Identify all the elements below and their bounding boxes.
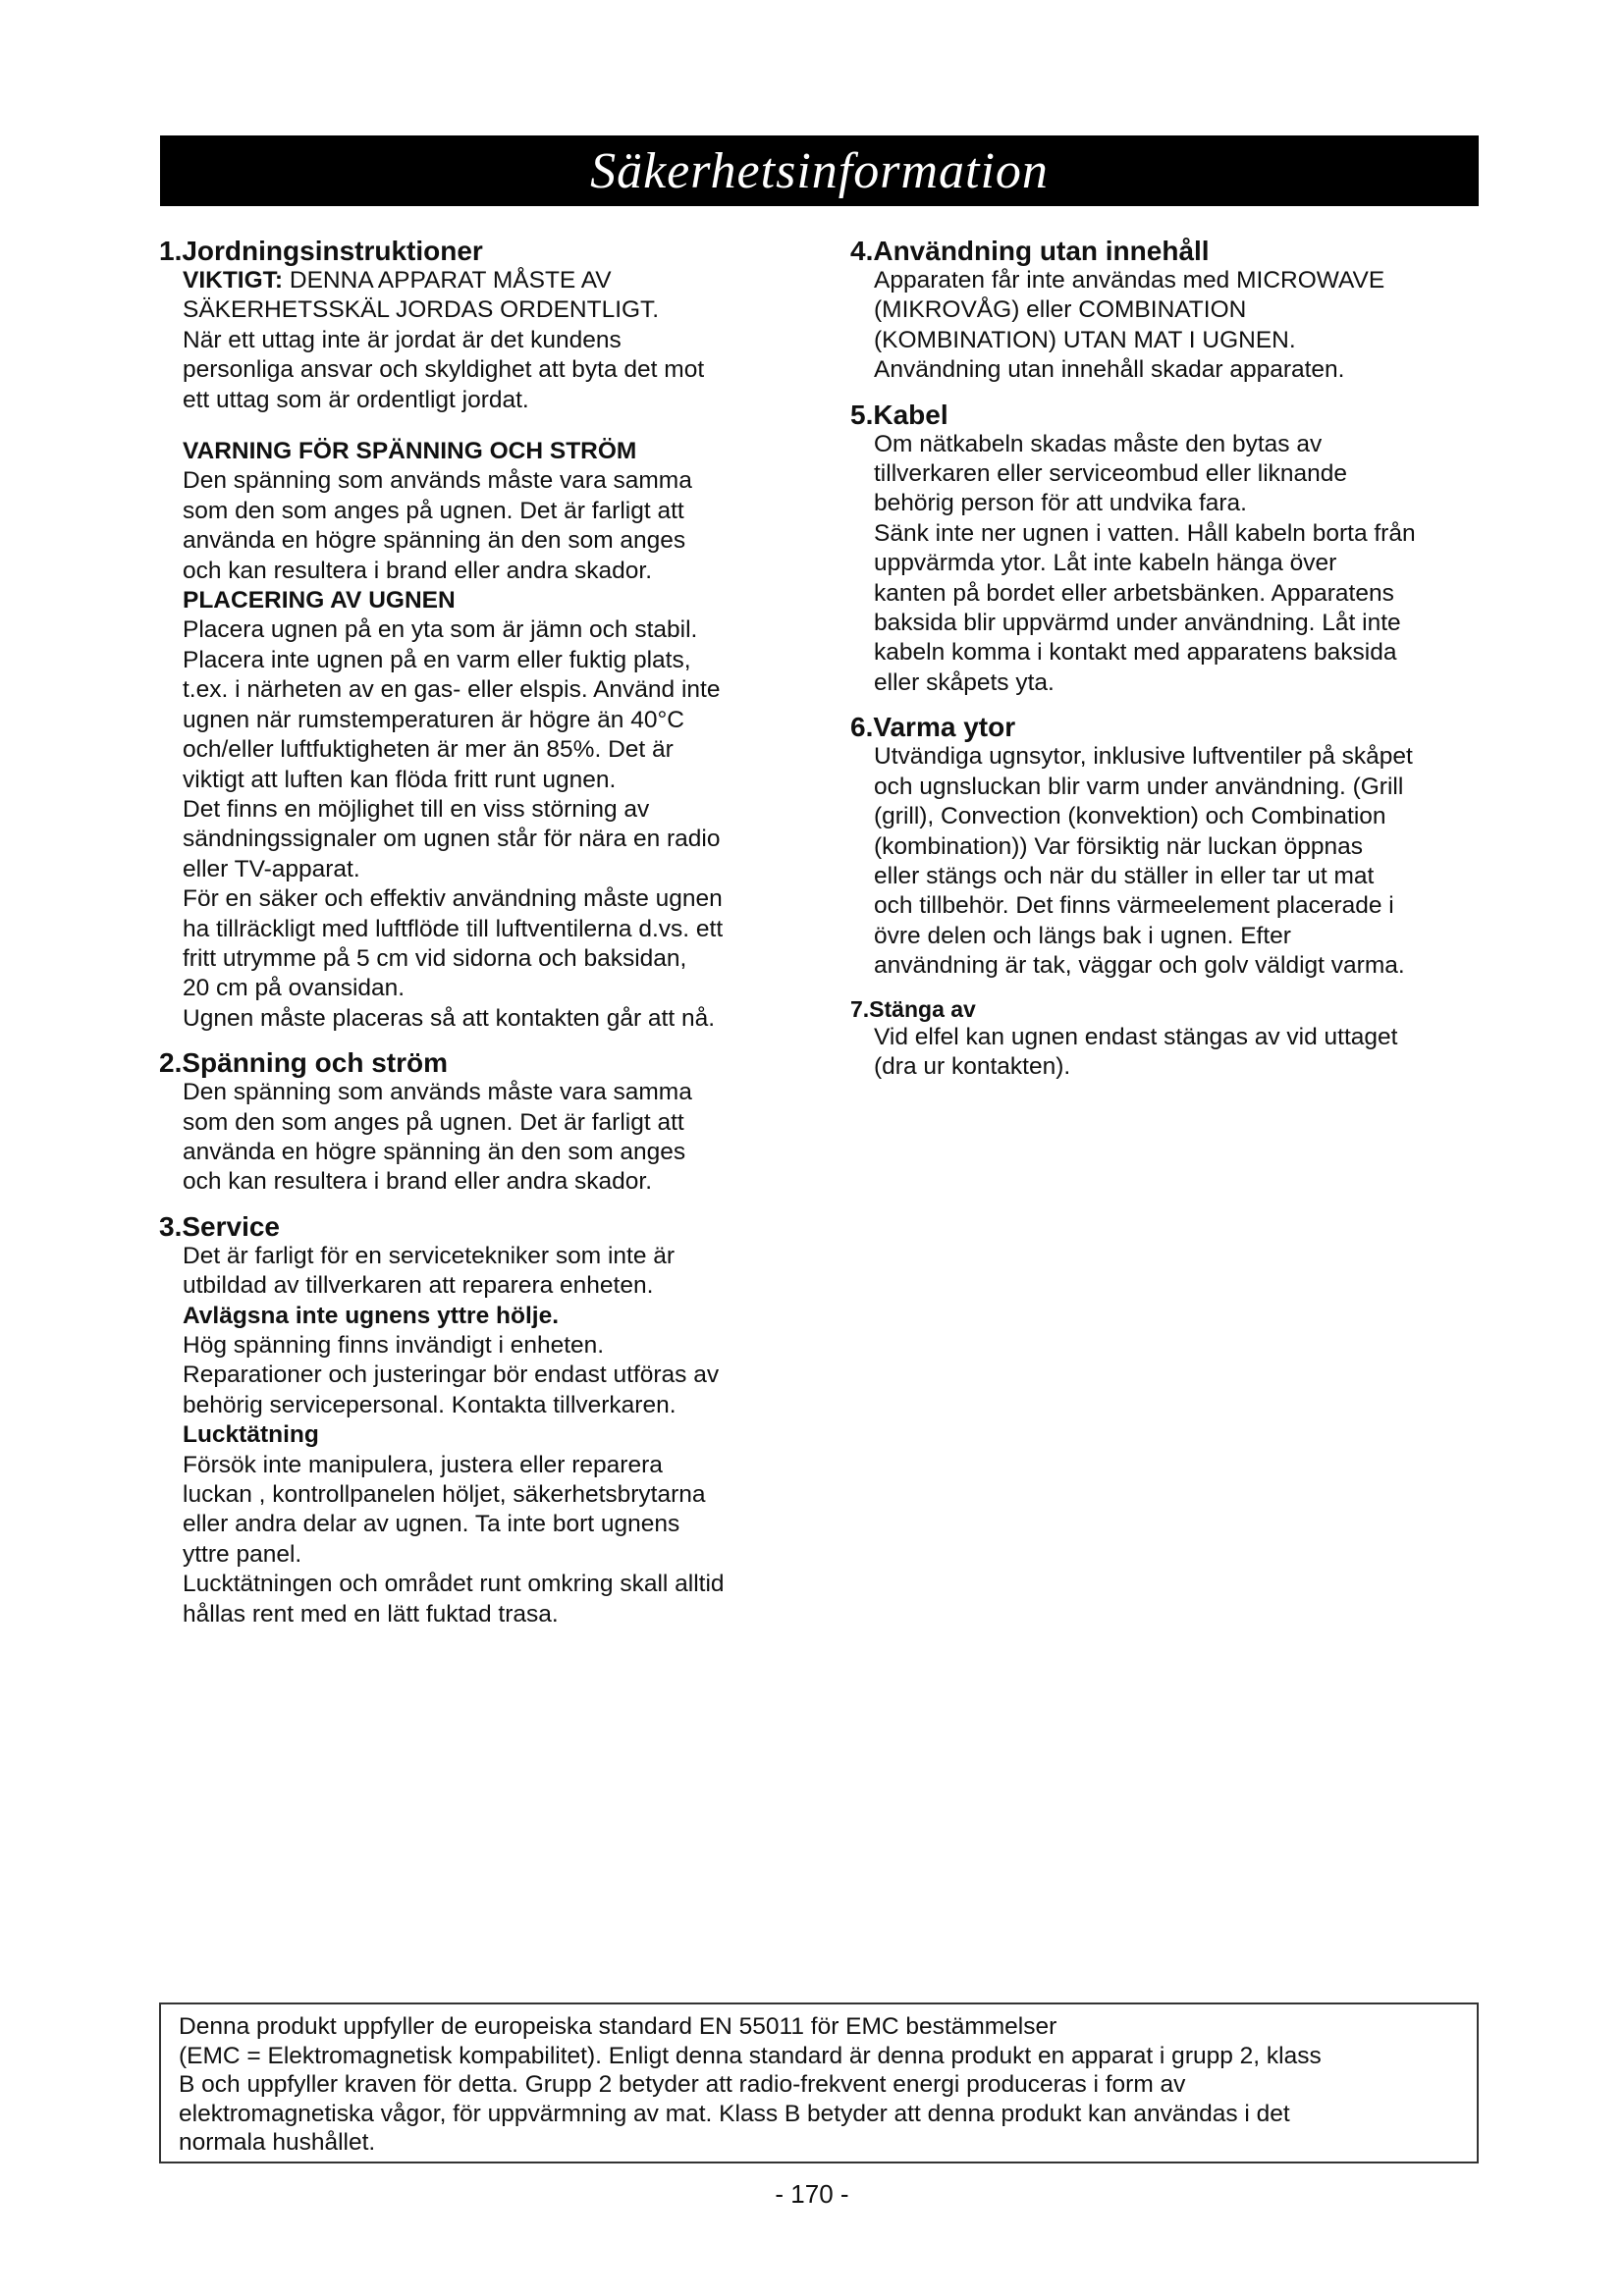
text-line: Reparationer och justeringar bör endast utföras av xyxy=(183,1362,720,1389)
subheading: VARNING FÖR SPÄNNING OCH STRÖM xyxy=(183,438,637,465)
text-line: Det finns en möjlighet till en viss störning av xyxy=(183,795,650,823)
text-line: Användning utan innehåll skadar apparaten. xyxy=(874,356,1345,384)
text-line: luckan , kontrollpanelen höljet, säkerhetsbrytarna xyxy=(183,1481,706,1509)
text-line: eller andra delar av ugnen. Ta inte bort ugnens xyxy=(183,1511,680,1538)
text-line: sändningssignaler om ugnen står för nära en radio xyxy=(183,826,721,853)
subheading: PLACERING AV UGNEN xyxy=(183,587,456,614)
text-line: Sänk inte ner ugnen i vatten. Håll kabeln borta från xyxy=(874,519,1416,547)
section-heading: 1.Jordningsinstruktioner xyxy=(159,236,483,266)
section-heading: 3.Service xyxy=(159,1210,280,1242)
text-line: Vid elfel kan ugnen endast stängas av vid uttaget xyxy=(874,1023,1398,1050)
text-line: VIKTIGT: DENNA APPARAT MÅSTE AV xyxy=(183,267,612,294)
text-line: ugnen när rumstemperaturen är högre än 40°C xyxy=(183,706,684,733)
emc-notice-box xyxy=(159,2002,1479,2163)
text-line: hållas rent med en lätt fuktad trasa. xyxy=(183,1600,559,1628)
text-line: Apparaten får inte användas med MICROWAVE xyxy=(874,267,1385,294)
section-empty-use xyxy=(850,236,1489,386)
text-line: använda en högre spänning än den som anges xyxy=(183,527,686,555)
text-line: behörig person för att undvika fara. xyxy=(874,490,1247,517)
text-line: yttre panel. xyxy=(183,1540,302,1568)
text-line: viktigt att luften kan flöda fritt runt ugnen. xyxy=(183,766,617,793)
text-line: som den som anges på ugnen. Det är farligt att xyxy=(183,1108,684,1136)
text-line: kanten på bordet eller arbetsbänken. Apparatens xyxy=(874,579,1394,607)
text-line: Denna produkt uppfyller de europeiska standard EN 55011 för EMC bestämmelser xyxy=(179,2013,1057,2040)
text-line: Hög spänning finns invändigt i enheten. xyxy=(183,1332,605,1359)
section-heading: 6.Varma ytor xyxy=(850,712,1016,743)
section-heading: 4.Användning utan innehåll xyxy=(850,236,1210,266)
section-grounding xyxy=(159,236,797,1034)
text-line: och/eller luftfuktigheten är mer än 85%. Det är xyxy=(183,736,674,764)
page-title: Säkerhetsinformation xyxy=(590,142,1049,199)
text-line: t.ex. i närheten av en gas- eller elspis. Använd inte xyxy=(183,676,721,704)
section-switch-off xyxy=(850,995,1489,1083)
text-line: B och uppfyller kraven för detta. Grupp 2 betyder att radio-frekvent energi produceras i form av xyxy=(179,2071,1186,2098)
text-line: kabeln komma i kontakt med apparatens baksida xyxy=(874,639,1397,667)
text-line: som den som anges på ugnen. Det är farligt att xyxy=(183,497,684,524)
text-line: uppvärmda ytor. Låt inte kabeln hänga över xyxy=(874,550,1337,577)
title-banner xyxy=(160,135,1479,206)
text-line: Placera ugnen på en yta som är jämn och stabil. xyxy=(183,616,698,644)
text-line: (dra ur kontakten). xyxy=(874,1052,1071,1080)
text-line: behörig servicepersonal. Kontakta tillverkaren. xyxy=(183,1391,677,1418)
right-column xyxy=(850,236,1489,1082)
text-line: eller TV-apparat. xyxy=(183,855,360,882)
text-line: Utvändiga ugnsytor, inklusive luftventiler på skåpet xyxy=(874,743,1413,771)
text-line: Om nätkabeln skadas måste den bytas av xyxy=(874,430,1323,457)
text-line: 20 cm på ovansidan. xyxy=(183,975,406,1002)
section-heading: 5.Kabel xyxy=(850,399,948,430)
text-line: normala hushållet. xyxy=(179,2129,376,2156)
section-cable xyxy=(850,400,1489,699)
text-line: ha tillräckligt med luftflöde till luftventilerna d.vs. ett xyxy=(183,915,724,942)
text-line: övre delen och längs bak i ugnen. Efter xyxy=(874,922,1291,949)
text-line: fritt utrymme på 5 cm vid sidorna och baksidan, xyxy=(183,944,687,972)
text-line: och kan resultera i brand eller andra skador. xyxy=(183,557,653,584)
section-heading: 2.Spänning och ström xyxy=(159,1047,449,1079)
subheading: Lucktätning xyxy=(183,1421,319,1449)
text-line: Lucktätningen och området runt omkring skall alltid xyxy=(183,1571,725,1598)
page-number: - 170 - xyxy=(775,2179,849,2209)
text-line: Placera inte ugnen på en varm eller fuktig plats, xyxy=(183,646,691,673)
text-line: Ugnen måste placeras så att kontakten går att nå. xyxy=(183,1004,716,1032)
text-line: användning är tak, väggar och golv väldigt varma. xyxy=(874,952,1405,980)
text-line: Det är farligt för en servicetekniker som inte är xyxy=(183,1242,676,1269)
section-service xyxy=(159,1211,797,1629)
text-line: För en säker och effektiv användning måste ugnen xyxy=(183,885,723,913)
text-line: använda en högre spänning än den som anges xyxy=(183,1138,686,1165)
text-line: (EMC = Elektromagnetisk kompabilitet). Enligt denna standard är denna produkt en apparat i grupp 2, klass xyxy=(179,2042,1322,2069)
text-line: När ett uttag inte är jordat är det kundens xyxy=(183,326,622,353)
left-column xyxy=(159,236,797,1629)
text-line: och tillbehör. Det finns värmeelement placerade i xyxy=(874,892,1394,920)
section-heading: 7.Stänga av xyxy=(850,995,976,1022)
text-line: Försök inte manipulera, justera eller reparera xyxy=(183,1451,663,1478)
text-line: och ugnsluckan blir varm under användning. (Grill xyxy=(874,773,1404,800)
text-line: och kan resultera i brand eller andra skador. xyxy=(183,1168,653,1196)
text-line: (kombination)) Var försiktig när luckan öppnas xyxy=(874,832,1363,860)
section-voltage xyxy=(159,1047,797,1198)
text-line: personliga ansvar och skyldighet att byta det mot xyxy=(183,356,705,384)
text-line: (KOMBINATION) UTAN MAT I UGNEN. xyxy=(874,326,1296,353)
subheading: Avlägsna inte ugnens yttre hölje. xyxy=(183,1302,560,1329)
text-line: baksida blir uppvärmd under användning. Låt inte xyxy=(874,610,1401,637)
section-hot-surfaces xyxy=(850,712,1489,981)
text-line: (grill), Convection (konvektion) och Combination xyxy=(874,803,1386,830)
text-line: elektromagnetiska vågor, för uppvärmning av mat. Klass B betyder att denna produkt kan användas i det xyxy=(179,2100,1290,2127)
text-line: SÄKERHETSSKÄL JORDAS ORDENTLIGT. xyxy=(183,296,660,324)
text-line: eller skåpets yta. xyxy=(874,668,1055,696)
text-line: tillverkaren eller serviceombud eller liknande xyxy=(874,460,1348,488)
text-line: eller stängs och när du ställer in eller tar ut mat xyxy=(874,862,1375,889)
text-line: utbildad av tillverkaren att reparera enheten. xyxy=(183,1272,654,1300)
text-line: Den spänning som används måste vara samma xyxy=(183,1079,692,1106)
text-line: (MIKROVÅG) eller COMBINATION xyxy=(874,296,1247,324)
text-line: ett uttag som är ordentligt jordat. xyxy=(183,386,529,413)
text-line: Den spänning som används måste vara samma xyxy=(183,467,692,495)
